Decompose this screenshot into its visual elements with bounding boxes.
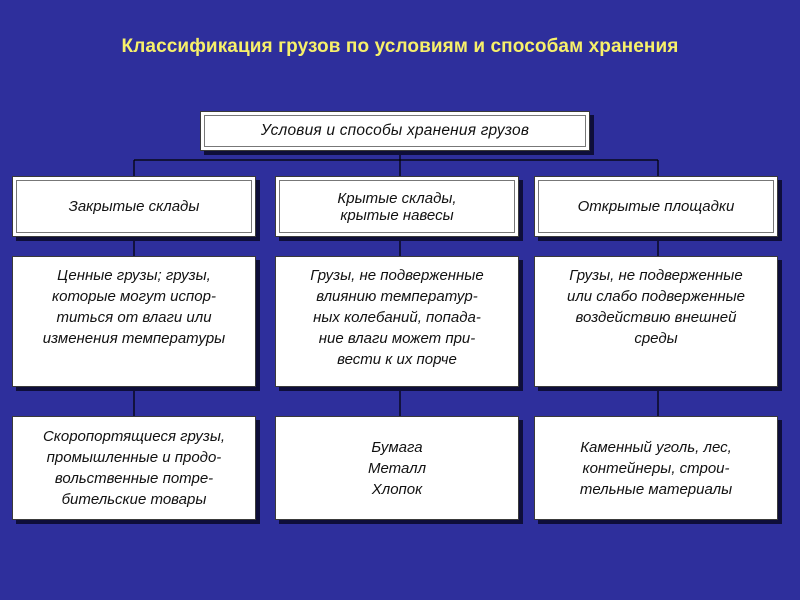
- cargo-description: Грузы, не подверженные влиянию температур- ных колебаний, попада- ние влаги может при- вести к их порче: [310, 267, 484, 368]
- category-label: Закрытые склады: [68, 198, 200, 215]
- examples-text: Бумага Металл Хлопок: [367, 438, 427, 498]
- root-box: [200, 111, 590, 151]
- category-box-closed-warehouses: [12, 176, 256, 237]
- cargo-box-open-areas: [534, 256, 778, 387]
- examples-box-covered-warehouses: [275, 416, 519, 520]
- examples-text: Каменный уголь, лес, контейнеры, строи- тельные материалы: [579, 438, 733, 498]
- examples-box-closed-warehouses: [12, 416, 256, 520]
- category-label: Открытые площадки: [577, 198, 735, 215]
- cargo-box-closed-warehouses: [12, 256, 256, 387]
- category-box-open-areas: [534, 176, 778, 237]
- cargo-box-covered-warehouses: [275, 256, 519, 387]
- category-label: Крытые склады, крытые навесы: [337, 189, 457, 224]
- root-label: Условия и способы хранения грузов: [260, 122, 530, 139]
- diagram-title: Классификация грузов по условиям и способам хранения: [121, 36, 679, 57]
- category-box-covered-warehouses: [275, 176, 519, 237]
- examples-text: Скоропортящиеся грузы, промышленные и продо- вольственные потре- бительские товары: [42, 428, 226, 508]
- cargo-description: Грузы, не подверженные или слабо подверженные воздействию внешней среды: [566, 267, 745, 347]
- cargo-description: Ценные грузы; грузы, которые могут испор- титься от влаги или изменения температуры: [42, 267, 226, 347]
- examples-box-open-areas: [534, 416, 778, 520]
